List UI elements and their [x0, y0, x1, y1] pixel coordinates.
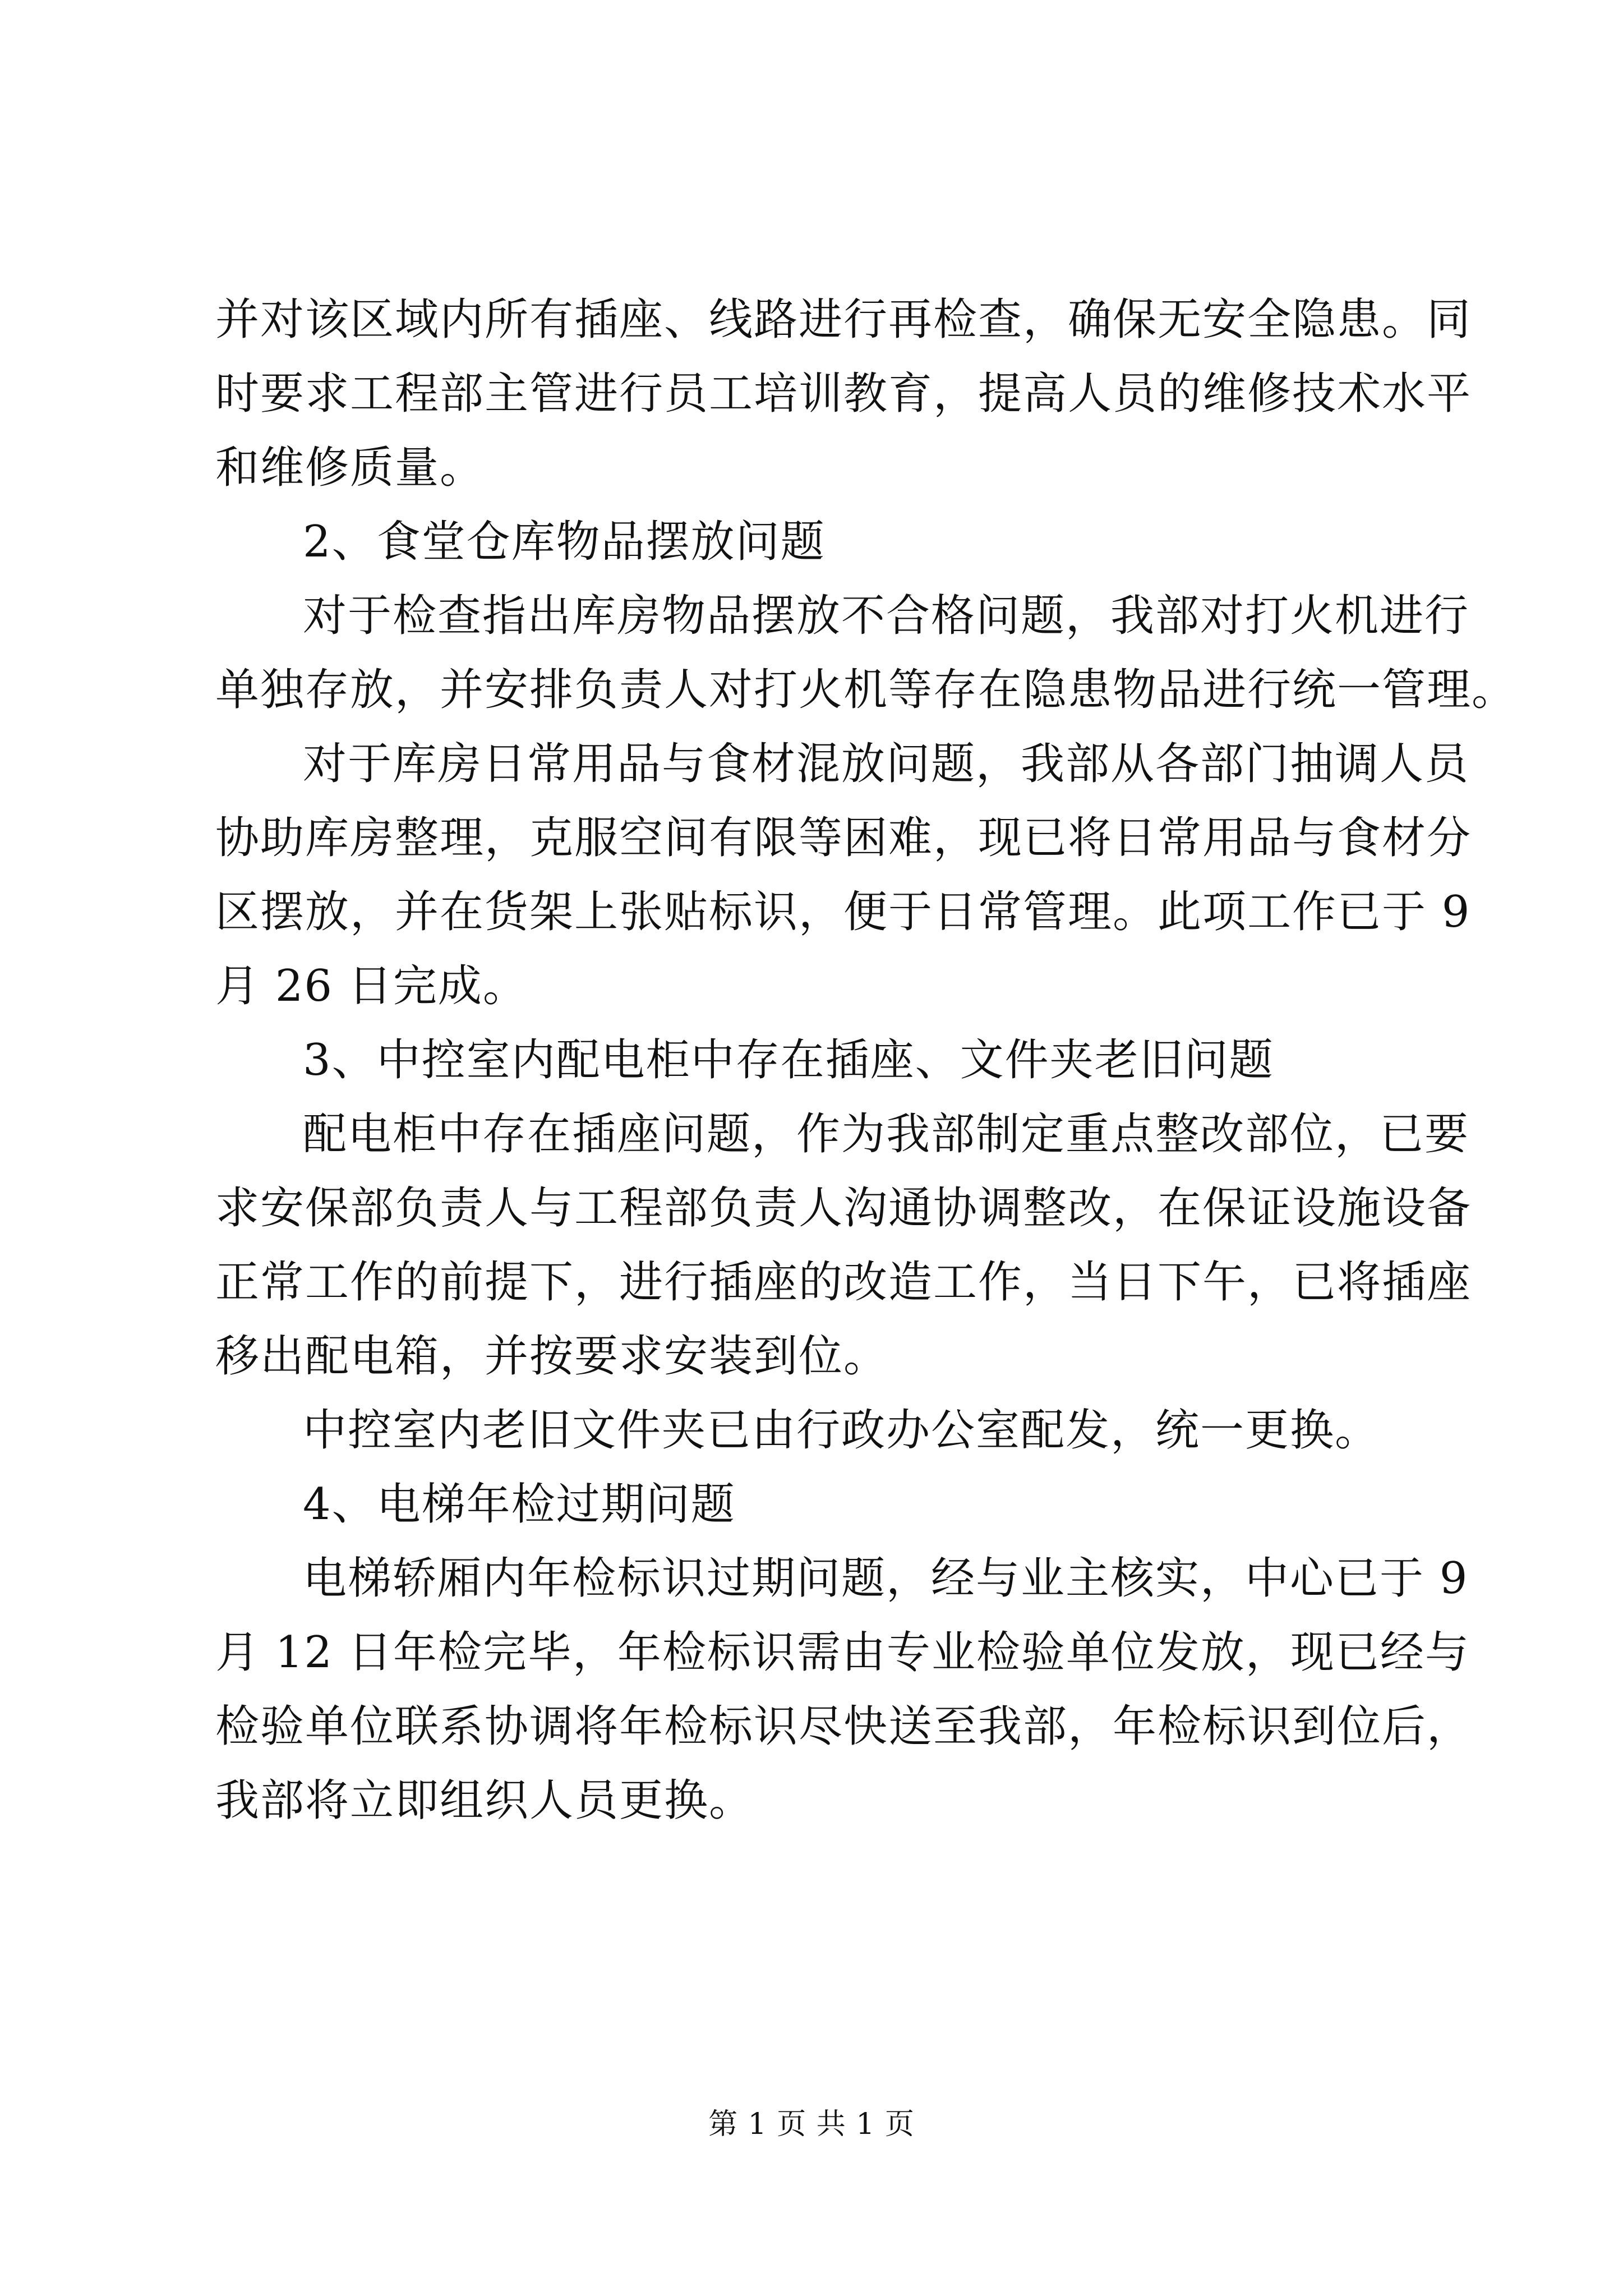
- text-line: 求安保部负责人与工程部负责人沟通协调整改，在保证设施设备: [215, 1183, 1472, 1234]
- text-line: 时要求工程部主管进行员工培训教育，提高人员的维修技术水平: [215, 369, 1472, 419]
- text-line: 对于库房日常用品与食材混放问题，我部从各部门抽调人员: [303, 739, 1470, 789]
- text-line: 正常工作的前提下，进行插座的改造工作，当日下午，已将插座: [215, 1257, 1472, 1308]
- text-line: 并对该区域内所有插座、线路进行再检查，确保无安全隐患。同: [215, 295, 1472, 345]
- text-line: 和维修质量。: [215, 443, 485, 493]
- page-number-footer: 第 1 页 共 1 页: [708, 2108, 915, 2141]
- text-line: 对于检查指出库房物品摆放不合格问题，我部对打火机进行: [303, 591, 1470, 641]
- section-heading-canteen-storage: 2、食堂仓库物品摆放问题: [303, 517, 826, 567]
- text-line: 区摆放，并在货架上张贴标识，便于日常管理。此项工作已于 9: [215, 887, 1471, 937]
- section-heading-elevator: 4、电梯年检过期问题: [303, 1479, 736, 1530]
- text-line: 电梯轿厢内年检标识过期问题，经与业主核实，中心已于 9: [303, 1553, 1469, 1604]
- text-line: 协助库房整理，克服空间有限等困难，现已将日常用品与食材分: [215, 813, 1472, 863]
- text-line: 移出配电箱，并按要求安装到位。: [215, 1331, 889, 1382]
- text-line: 中控室内老旧文件夹已由行政办公室配发，统一更换。: [303, 1405, 1380, 1456]
- text-line: 月 12 日年检完毕，年检标识需由专业检验单位发放，现已经与: [215, 1627, 1470, 1678]
- text-line: 我部将立即组织人员更换。: [215, 1775, 754, 1826]
- text-line: 配电柜中存在插座问题，作为我部制定重点整改部位，已要: [303, 1109, 1470, 1159]
- text-line: 检验单位联系协调将年检标识尽快送至我部，年检标识到位后，: [215, 1701, 1472, 1752]
- text-line: 单独存放，并安排负责人对打火机等存在隐患物品进行统一管理。: [215, 665, 1517, 715]
- section-heading-control-room: 3、中控室内配电柜中存在插座、文件夹老旧问题: [303, 1035, 1274, 1085]
- text-line: 月 26 日完成。: [215, 961, 528, 1011]
